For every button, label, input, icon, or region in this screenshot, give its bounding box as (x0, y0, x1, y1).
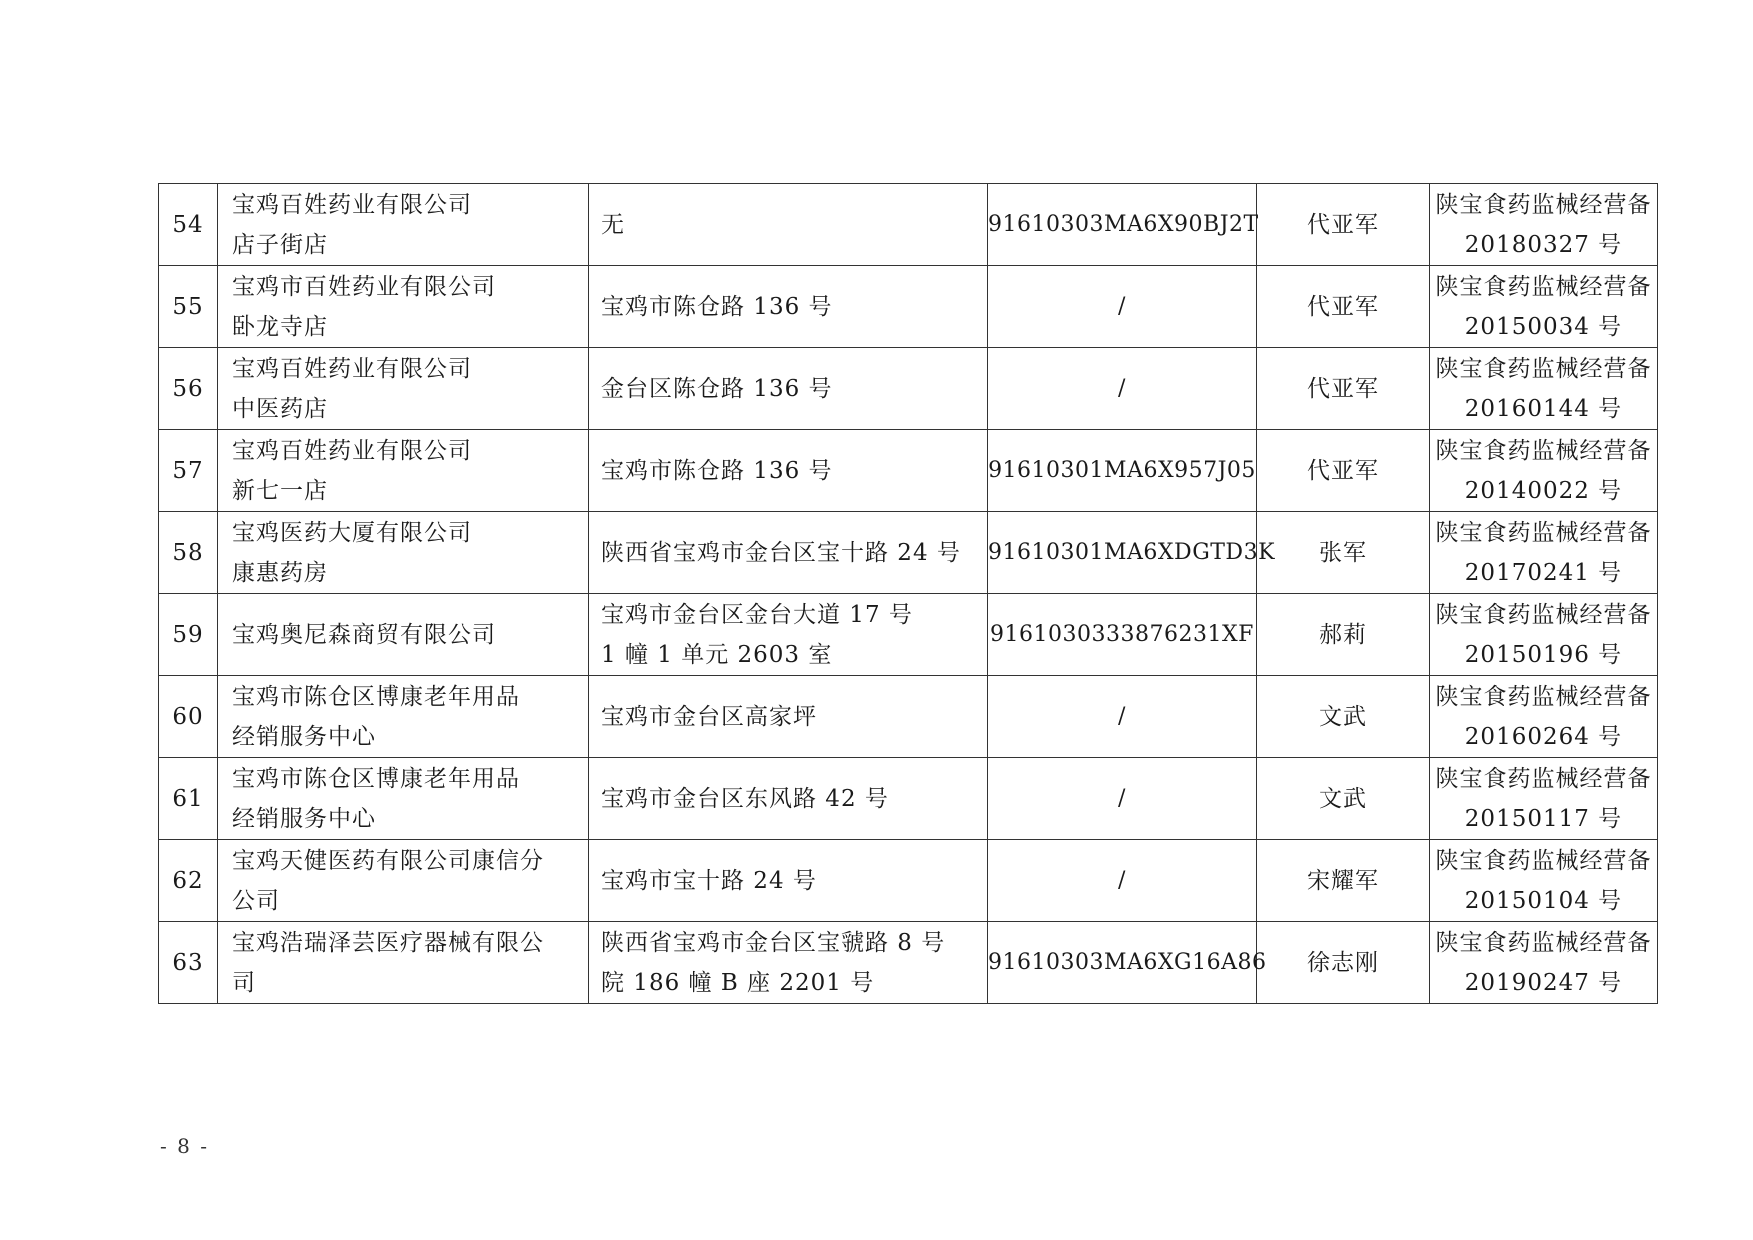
row-number: 62 (172, 867, 204, 894)
person-cell (1257, 922, 1430, 1004)
registry-table (158, 183, 1658, 1004)
company-name-line-1: 宝鸡市陈仓区博康老年用品 (232, 765, 520, 792)
record-number-line-2: 20150196 号 (1464, 641, 1623, 668)
row-number-cell (159, 184, 218, 266)
record-number-line-2: 20160144 号 (1464, 395, 1623, 422)
company-name-line-2: 公司 (232, 887, 280, 914)
record-number-line-2: 20170241 号 (1464, 559, 1623, 586)
credit-code: 91610301MA6X957J05 (988, 457, 1256, 483)
record-number-line-1: 陕宝食药监械经营备 (1435, 437, 1652, 464)
responsible-person: 文武 (1319, 703, 1367, 730)
credit-code: / (1118, 375, 1126, 401)
record-number-line-1: 陕宝食药监械经营备 (1435, 847, 1652, 874)
address-line-1: 金台区陈仓路 136 号 (601, 375, 833, 402)
credit-code-cell (988, 758, 1257, 840)
row-number-cell (159, 266, 218, 348)
credit-code-cell (988, 512, 1276, 594)
company-name-cell (218, 348, 589, 430)
table-row (159, 840, 1658, 922)
credit-code-cell (988, 348, 1257, 430)
record-number-cell (1430, 184, 1658, 266)
table-row (159, 266, 1658, 348)
responsible-person: 郝莉 (1319, 621, 1367, 648)
address-cell (589, 430, 988, 512)
record-number-cell (1430, 594, 1658, 676)
responsible-person: 代亚军 (1307, 457, 1379, 484)
responsible-person: 张军 (1319, 539, 1367, 566)
credit-code: / (1118, 785, 1126, 811)
table-row (159, 676, 1658, 758)
address-line-1: 陕西省宝鸡市金台区宝十路 24 号 (601, 539, 961, 566)
row-number-cell (159, 922, 218, 1004)
address-line-2: 院 186 幢 B 座 2201 号 (601, 969, 875, 996)
credit-code: 91610301MA6XDGTD3K (988, 539, 1276, 565)
company-name-line-1: 宝鸡医药大厦有限公司 (232, 519, 472, 546)
responsible-person: 文武 (1319, 785, 1367, 812)
table-row (159, 430, 1658, 512)
record-number-line-1: 陕宝食药监械经营备 (1435, 683, 1652, 710)
record-number-line-1: 陕宝食药监械经营备 (1435, 519, 1652, 546)
company-name-line-1: 宝鸡百姓药业有限公司 (232, 355, 472, 382)
company-name-line-1: 宝鸡天健医药有限公司康信分 (232, 847, 544, 874)
table-row (159, 922, 1658, 1004)
company-name-cell (218, 758, 589, 840)
row-number: 60 (172, 703, 204, 730)
record-number-line-2: 20190247 号 (1464, 969, 1623, 996)
record-number-cell (1430, 676, 1658, 758)
registry-table-body (159, 184, 1658, 1004)
record-number-line-1: 陕宝食药监械经营备 (1435, 601, 1652, 628)
record-number-cell (1430, 840, 1658, 922)
address-line-1: 宝鸡市金台区高家坪 (601, 703, 817, 730)
company-name-cell (218, 430, 589, 512)
company-name-line-2: 康惠药房 (232, 559, 328, 586)
row-number-cell (159, 840, 218, 922)
row-number-cell (159, 594, 218, 676)
address-cell (589, 676, 988, 758)
row-number: 56 (172, 375, 204, 402)
address-cell (589, 512, 988, 594)
row-number-cell (159, 430, 218, 512)
address-cell (589, 266, 988, 348)
company-name-line-2: 经销服务中心 (232, 805, 376, 832)
record-number-line-1: 陕宝食药监械经营备 (1435, 273, 1652, 300)
company-name-line-1: 宝鸡奥尼森商贸有限公司 (232, 621, 496, 648)
credit-code-cell (988, 266, 1257, 348)
record-number-cell (1430, 266, 1658, 348)
responsible-person: 代亚军 (1307, 293, 1379, 320)
person-cell (1257, 594, 1430, 676)
company-name-cell (218, 512, 589, 594)
person-cell (1257, 430, 1430, 512)
row-number: 57 (172, 457, 204, 484)
company-name-cell (218, 922, 589, 1004)
credit-code-cell (988, 594, 1257, 676)
record-number-cell (1430, 512, 1658, 594)
address-cell (589, 840, 988, 922)
row-number-cell (159, 512, 218, 594)
company-name-line-1: 宝鸡百姓药业有限公司 (232, 191, 472, 218)
company-name-line-2: 卧龙寺店 (232, 313, 328, 340)
credit-code-cell (988, 922, 1267, 1004)
company-name-line-2: 司 (232, 969, 256, 996)
credit-code: 9161030333876231XF (990, 621, 1254, 647)
page-number: - 8 - (160, 1134, 209, 1158)
address-line-1: 宝鸡市金台区金台大道 17 号 (601, 601, 913, 628)
address-line-1: 无 (601, 211, 625, 238)
record-number-line-1: 陕宝食药监械经营备 (1435, 191, 1652, 218)
company-name-cell (218, 676, 589, 758)
address-cell (589, 758, 988, 840)
responsible-person: 代亚军 (1307, 211, 1379, 238)
company-name-cell (218, 266, 589, 348)
company-name-line-2: 中医药店 (232, 395, 328, 422)
person-cell (1257, 676, 1430, 758)
person-cell (1257, 266, 1430, 348)
address-line-1: 陕西省宝鸡市金台区宝虢路 8 号 (601, 929, 946, 956)
person-cell (1257, 512, 1430, 594)
person-cell (1257, 758, 1430, 840)
row-number: 59 (172, 621, 204, 648)
credit-code: / (1118, 293, 1126, 319)
row-number: 54 (172, 211, 204, 238)
record-number-line-2: 20150104 号 (1464, 887, 1623, 914)
address-cell (589, 922, 988, 1004)
row-number-cell (159, 348, 218, 430)
address-line-2: 1 幢 1 单元 2603 室 (601, 641, 833, 668)
address-cell (589, 348, 988, 430)
address-cell (589, 184, 988, 266)
credit-code: / (1118, 703, 1126, 729)
company-name-cell (218, 840, 589, 922)
credit-code-cell (988, 840, 1257, 922)
address-line-1: 宝鸡市宝十路 24 号 (601, 867, 817, 894)
person-cell (1257, 184, 1430, 266)
credit-code-cell (988, 430, 1257, 512)
record-number-line-2: 20150117 号 (1464, 805, 1623, 832)
responsible-person: 代亚军 (1307, 375, 1379, 402)
company-name-line-1: 宝鸡浩瑞泽芸医疗器械有限公 (232, 929, 544, 956)
credit-code: 91610303MA6XG16A86 (988, 949, 1267, 975)
table-row (159, 184, 1658, 266)
row-number: 58 (172, 539, 204, 566)
row-number-cell (159, 758, 218, 840)
address-line-1: 宝鸡市陈仓路 136 号 (601, 293, 833, 320)
credit-code: 91610303MA6X90BJ2T (988, 211, 1259, 237)
record-number-line-2: 20140022 号 (1464, 477, 1623, 504)
table-row (159, 758, 1658, 840)
row-number: 55 (172, 293, 204, 320)
address-cell (589, 594, 988, 676)
record-number-cell (1430, 758, 1658, 840)
person-cell (1257, 348, 1430, 430)
address-line-1: 宝鸡市金台区东风路 42 号 (601, 785, 889, 812)
row-number: 63 (172, 949, 204, 976)
record-number-cell (1430, 348, 1658, 430)
company-name-line-1: 宝鸡百姓药业有限公司 (232, 437, 472, 464)
table-row (159, 594, 1658, 676)
responsible-person: 宋耀军 (1307, 867, 1379, 894)
company-name-line-1: 宝鸡市陈仓区博康老年用品 (232, 683, 520, 710)
credit-code-cell (988, 676, 1257, 758)
record-number-cell (1430, 922, 1658, 1004)
record-number-line-1: 陕宝食药监械经营备 (1435, 355, 1652, 382)
table-row (159, 348, 1658, 430)
record-number-line-1: 陕宝食药监械经营备 (1435, 765, 1652, 792)
row-number-cell (159, 676, 218, 758)
record-number-cell (1430, 430, 1658, 512)
credit-code-cell (988, 184, 1257, 266)
address-line-1: 宝鸡市陈仓路 136 号 (601, 457, 833, 484)
person-cell (1257, 840, 1430, 922)
company-name-line-2: 经销服务中心 (232, 723, 376, 750)
table-row (159, 512, 1658, 594)
company-name-line-1: 宝鸡市百姓药业有限公司 (232, 273, 496, 300)
record-number-line-2: 20160264 号 (1464, 723, 1623, 750)
credit-code: / (1118, 867, 1126, 893)
company-name-cell (218, 594, 589, 676)
record-number-line-2: 20180327 号 (1464, 231, 1623, 258)
row-number: 61 (172, 785, 204, 812)
company-name-cell (218, 184, 589, 266)
record-number-line-1: 陕宝食药监械经营备 (1435, 929, 1652, 956)
company-name-line-2: 店子街店 (232, 231, 328, 258)
responsible-person: 徐志刚 (1307, 949, 1379, 976)
record-number-line-2: 20150034 号 (1464, 313, 1623, 340)
company-name-line-2: 新七一店 (232, 477, 328, 504)
